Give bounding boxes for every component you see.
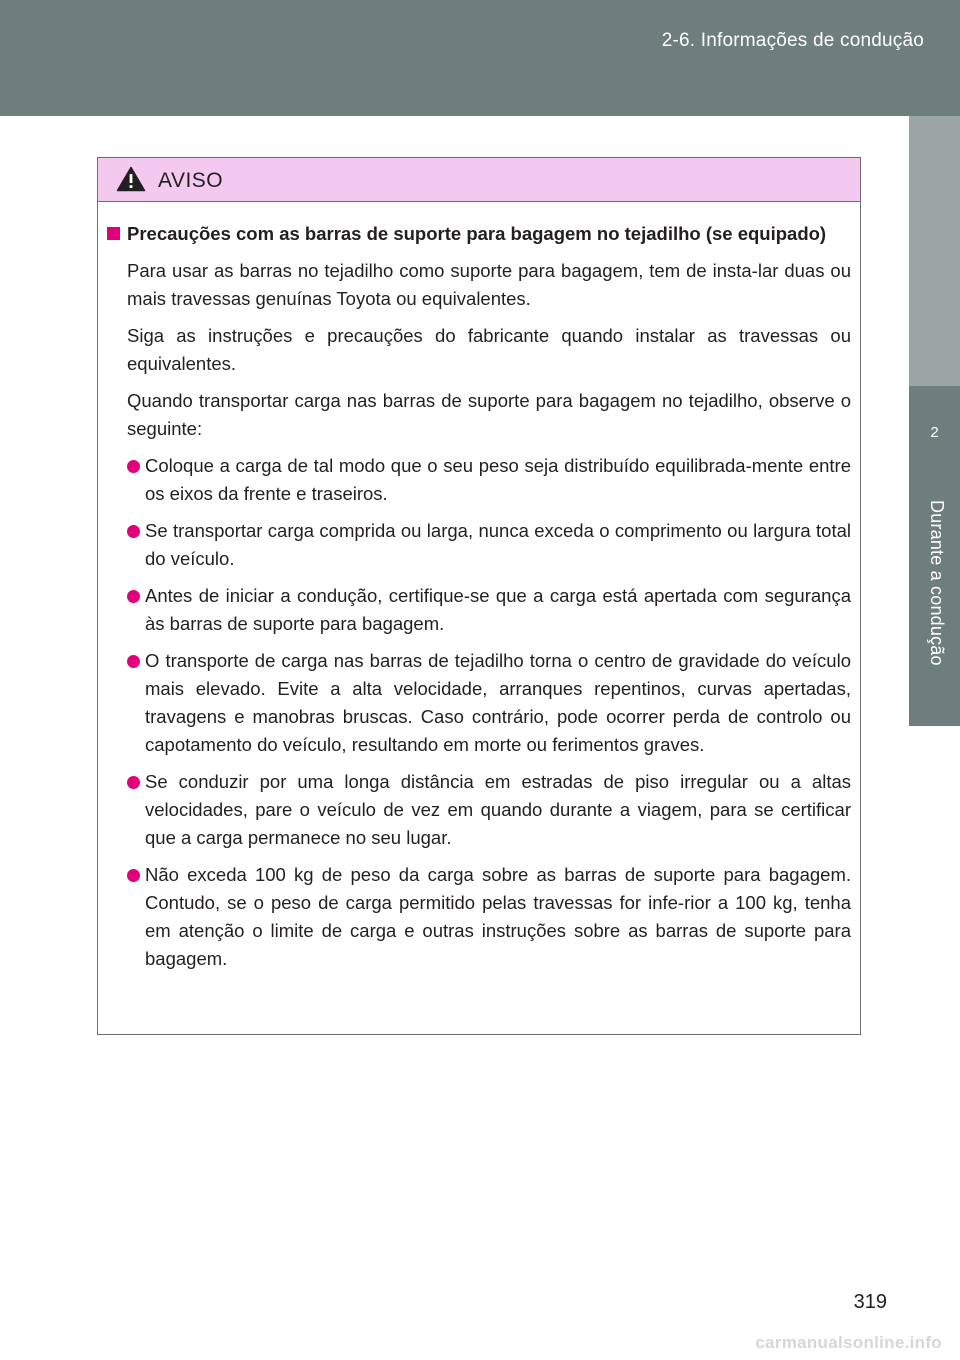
warning-body — [98, 202, 860, 973]
circle-bullet-icon — [127, 655, 140, 668]
list-item — [107, 517, 851, 573]
circle-bullet-icon — [127, 590, 140, 603]
header-band — [0, 0, 960, 116]
list-item-text: Coloque a carga de tal modo que o seu peso seja distribuído equilibrada-mente entre os eixos da frente e traseiros. — [145, 455, 851, 504]
warning-heading-text: Precauções com as barras de suporte para bagagem no tejadilho (se equipado) — [127, 223, 827, 244]
list-item — [107, 861, 851, 973]
paragraph: Quando transportar carga nas barras de suporte para bagagem no tejadilho, observe o seguinte: — [127, 390, 851, 439]
square-bullet-icon — [107, 227, 120, 240]
list-item-text: Se conduzir por uma longa distância em estradas de piso irregular ou a altas velocidades, pare o veículo de vez em quando durante a viagem, para se certificar que a carga permanece no seu lugar. — [145, 771, 851, 848]
list-item-text: O transporte de carga nas barras de tejadilho torna o centro de gravidade do veículo mais elevado. Evite a alta velocidade, arranques repentinos, curvas apertadas, travagens e manobras bruscas. Caso contrário, pode ocorrer perda de controlo ou capotamento do veículo, resultando em morte ou ferimentos graves. — [145, 650, 851, 755]
list-item-text: Não exceda 100 kg de peso da carga sobre as barras de suporte para bagagem. Contudo, se o peso de carga permitido pelas travessas for infe-rior a 100 kg, tenha em atenção o limite de carga e outras instruções sobre as barras de suporte para bagagem. — [145, 864, 851, 969]
page-number: 319 — [853, 1291, 887, 1313]
paragraph: Para usar as barras no tejadilho como suporte para bagagem, tem de insta-lar duas ou mais travessas genuínas Toyota ou equivalentes. — [127, 260, 851, 309]
warning-heading — [107, 220, 851, 248]
side-tab-upper — [909, 116, 960, 386]
paragraph: Siga as instruções e precauções do fabricante quando instalar as travessas ou equivalentes. — [127, 325, 851, 374]
warning-title: AVISO — [158, 169, 224, 192]
circle-bullet-icon — [127, 776, 140, 789]
circle-bullet-icon — [127, 869, 140, 882]
watermark: carmanualsonline.info — [755, 1333, 942, 1352]
warning-box — [97, 157, 861, 1035]
circle-bullet-icon — [127, 460, 140, 473]
list-item — [107, 582, 851, 638]
circle-bullet-icon — [127, 525, 140, 538]
warning-header — [98, 158, 860, 202]
list-item — [107, 768, 851, 852]
list-item-text: Antes de iniciar a condução, certifique-se que a carga está apertada com segurança às barras de suporte para bagagem. — [145, 585, 851, 634]
side-tab-number: 2 — [930, 424, 939, 441]
side-tab-label: Durante a condução — [927, 500, 947, 666]
list-item — [107, 647, 851, 759]
warning-triangle-icon — [116, 166, 146, 192]
list-item — [107, 452, 851, 508]
list-item-text: Se transportar carga comprida ou larga, nunca exceda o comprimento ou largura total do veículo. — [145, 520, 851, 569]
section-title: 2-6. Informações de condução — [661, 30, 924, 51]
